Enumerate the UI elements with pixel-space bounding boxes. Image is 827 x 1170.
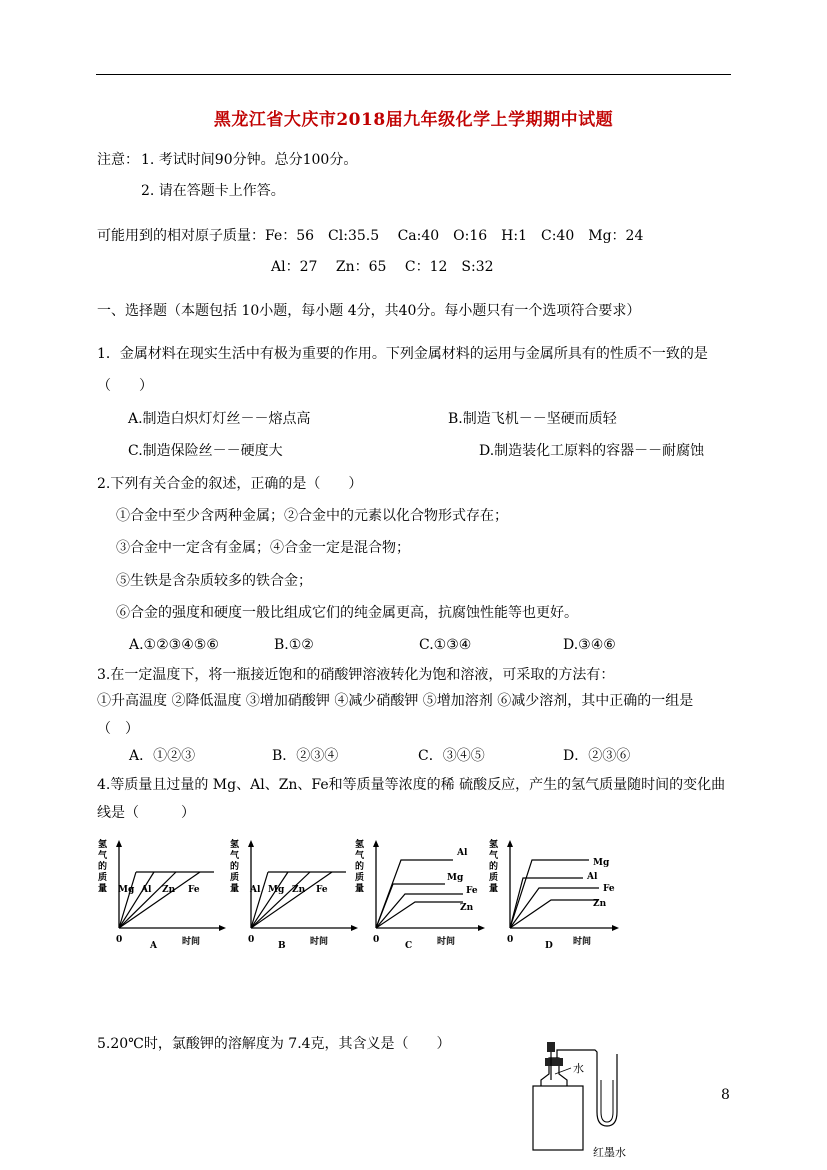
notes-prefix: 注意： [97,152,139,168]
stopper [545,1058,563,1066]
water-leader [555,1068,571,1074]
label-al: Al [141,885,152,895]
q1-option-b: B.制造飞机－－坚硬而质轻 [448,411,617,427]
label-fe: Fe [188,885,200,895]
origin-label: 0 [507,935,514,945]
x-axis-label: 时间 [573,937,592,947]
label-zn: Zn [593,899,607,909]
note-line-1: 1. 考试时间90分钟。总分100分。 [141,152,358,168]
label-al: Al [587,872,598,882]
label-fe: Fe [316,885,328,895]
q2-statement-1: ①合金中至少含两种金属；②合金中的元素以化合物形式存在； [116,508,508,524]
atomic-mass-line-1: 可能用到的相对原子质量：Fe：56 Cl:35.5 Ca:40 O:16 H:1 C:40 Mg：24 [97,228,644,244]
q1-stem-paren: （ ） [97,378,153,394]
label-zn: Zn [162,885,176,895]
y-axis-label [230,838,240,894]
bottle-body [533,1086,583,1150]
q1-option-a: A.制造白炽灯灯丝－－熔点高 [128,411,311,427]
graph-caption: D [545,941,553,951]
curve-fe [251,872,332,928]
label-fe: Fe [466,886,478,896]
page-number: 8 [721,1087,730,1103]
q2-statement-3: ⑤生铁是含杂质较多的铁合金； [116,573,312,589]
q2-statement-4: ⑥合金的强度和硬度一般比组成它们的纯金属更高，抗腐蚀性能等也更好。 [116,605,578,621]
svg-text:的: 的 [230,862,240,872]
origin-label: 0 [373,935,380,945]
q2-option-b: B.①② [274,637,314,653]
curve-fe [119,872,200,928]
svg-text:质: 质 [98,873,108,883]
svg-text:质: 质 [489,873,499,883]
water-label: 水 [573,1062,584,1075]
q1-stem: 1．金属材料在现实生活中有极为重要的作用。下列金属材料的运用与金属所具有的性质不一致的是 [97,346,708,362]
x-axis-label: 时间 [310,937,329,947]
label-mg: Mg [268,885,285,895]
svg-text:氢: 氢 [489,840,499,850]
svg-text:的: 的 [98,862,108,872]
section-header: 一、选择题（本题包括 10小题，每小题 4分，共40分。每小题只有一个选项符合要求） [97,303,641,319]
svg-text:质: 质 [355,873,365,883]
y-axis-arrow-icon [507,840,513,847]
dropper-bulb [547,1042,555,1052]
y-axis-arrow-icon [373,840,379,847]
curve-al [119,872,154,928]
label-fe: Fe [603,884,615,894]
svg-text:氢: 氢 [230,840,240,850]
x-axis-arrow-icon [219,925,226,931]
u-tube [597,1054,617,1126]
q2-option-a: A.①②③④⑤⑥ [129,637,219,653]
x-axis-label: 时间 [182,937,201,947]
graph-a [96,836,228,952]
svg-text:气: 气 [230,851,240,861]
svg-text:的: 的 [489,862,499,872]
curve-fe [510,888,599,928]
graph-c [353,836,488,952]
label-mg: Mg [447,873,464,883]
svg-text:量: 量 [98,884,108,894]
curve-mg [251,872,288,928]
svg-text:量: 量 [230,884,240,894]
label-al: Al [457,848,468,858]
q2-option-c: C.①③④ [419,637,472,653]
label-mg: Mg [593,858,610,868]
svg-text:气: 气 [98,851,108,861]
q3-stem: 3.在一定温度下，将一瓶接近饱和的硝酸钾溶液转化为饱和溶液，可采取的方法有： [97,667,615,683]
q5-stem: 5.20℃时，氯酸钾的溶解度为 7.4克，其含义是（ ） [97,1036,451,1052]
apparatus-diagram [525,1040,635,1162]
svg-text:氢: 氢 [355,840,365,850]
graph-caption: A [150,941,157,951]
label-al: Al [250,885,261,895]
label-zn: Zn [292,885,306,895]
q2-option-d: D.③④⑥ [563,637,616,653]
y-axis-label [355,838,365,894]
q1-option-c: C.制造保险丝－－硬度大 [128,443,283,459]
svg-text:气: 气 [355,851,365,861]
svg-text:质: 质 [230,873,240,883]
label-zn: Zn [460,903,474,913]
graph-b [228,836,360,952]
curve-fe [376,894,463,928]
svg-text:量: 量 [489,884,499,894]
u-tube-inner [601,1080,613,1122]
y-axis-label [98,838,108,894]
x-axis-arrow-icon [612,925,619,931]
y-axis-label [489,838,499,894]
q4-stem: 4.等质量且过量的 Mg、Al、Zn、Fe和等质量等浓度的稀 硫酸反应，产生的氢气质量随时间的变化曲 [97,777,726,793]
x-axis-label: 时间 [437,937,456,947]
svg-text:的: 的 [355,862,365,872]
svg-text:量: 量 [355,884,365,894]
svg-text:氢: 氢 [98,840,108,850]
q3-option-d: D．②③⑥ [563,748,631,764]
x-axis-arrow-icon [478,925,485,931]
graph-d [487,836,622,952]
connecting-tube [557,1050,597,1058]
q2-statement-2: ③合金中一定含有金属；④合金一定是混合物； [116,540,410,556]
curve-mg [510,860,589,928]
curve-zn [510,900,597,928]
q3-stem-paren: （ ） [97,721,139,737]
q3-option-a: A．①②③ [129,748,196,764]
top-rule [96,74,731,75]
graph-caption: B [278,941,286,951]
q1-option-d: D.制造装化工原料的容器－－耐腐蚀 [479,443,705,459]
graph-caption: C [405,941,413,951]
page-title: 黑龙江省大庆市2018届九年级化学上学期期中试题 [213,110,614,130]
q4-stem-paren: 线是（ ） [97,805,195,821]
y-axis-arrow-icon [116,840,122,847]
label-mg: Mg [118,885,135,895]
origin-label: 0 [116,935,123,945]
svg-text:气: 气 [489,851,499,861]
q3-methods: ①升高温度 ②降低温度 ③增加硝酸钾 ④减少硝酸钾 ⑤增加溶剂 ⑥减少溶剂，其中正确的一组是 [97,693,694,709]
note-line-2: 2. 请在答题卡上作答。 [141,183,285,199]
curve-zn [376,902,463,928]
ink-label: 红墨水 [593,1146,626,1159]
q3-option-b: B．②③④ [272,748,339,764]
atomic-mass-line-2: Al：27 Zn：65 C：12 S:32 [271,259,494,275]
q3-option-c: C．③④⑤ [418,748,485,764]
y-axis-arrow-icon [248,840,254,847]
q2-stem: 2.下列有关合金的叙述，正确的是（ ） [97,476,363,492]
origin-label: 0 [248,935,255,945]
